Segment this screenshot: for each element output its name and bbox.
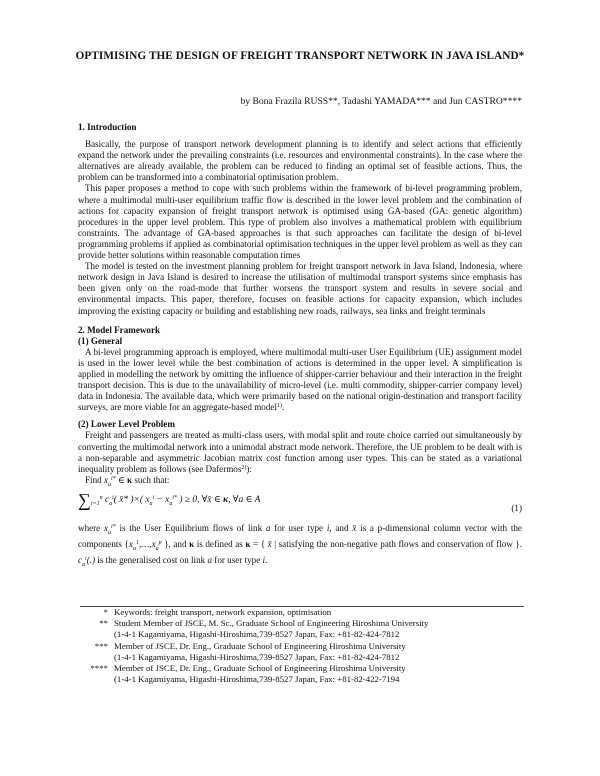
where-text: is a p-dimensional column vector with the components { xyxy=(78,522,522,549)
find-suffix: such that: xyxy=(134,474,170,485)
author-line: by Bona Frazila RUSS**, Tadashi YAMADA*** and Jun CASTRO**** xyxy=(240,96,522,107)
where-text: is defined as xyxy=(196,538,243,549)
where-text: satisfying the non-negative path flows and conservation of flow }. xyxy=(278,538,523,549)
where-text: for user type xyxy=(274,522,324,533)
where-text: }, and xyxy=(164,538,187,549)
reference-marker: 1) xyxy=(276,403,282,410)
footnote xyxy=(78,663,528,685)
footnote-mark: **** xyxy=(90,663,108,674)
footnote-mark: * xyxy=(103,607,108,617)
lower-text-end: ): xyxy=(246,463,252,474)
find-statement: Find $x_a^{i*}$ ∈ κ such that: xyxy=(85,474,170,488)
reference-marker: 2) xyxy=(241,464,247,471)
where-text: where xyxy=(78,522,101,533)
section-heading-model-framework: 2. Model Framework xyxy=(78,324,161,335)
equation-formula: $\sum_{i=1}^n$ $c_a^i$( x̄* )×( $x_a^i - x_a^{i*}$ ) ≥ 0, ∀x̄ ∈ κ, ∀a ∈ A xyxy=(78,489,261,510)
subsection-heading-general: (1) General xyxy=(78,335,123,346)
intro-paragraph-2: This paper proposes a method to cope with such problems within the framework of bi-level programming problem, where a multimodal multi-user equilibrium traffic flow is described in the lower level problem and the combination of actions for capacity expansion of freight transport network is optimised using GA-based (GA: genetic algorithm) procedures in the upper level problem. This type of problem also involves a mathematical problem with equilibrium constraints. The advantage of GA-based approaches is that such approaches can facilitate the design of bi-level programming problems if applied as combinatorial optimisation techniques in the upper level problem as well as they can provide better solutions within reasonable computation times xyxy=(78,183,522,261)
footnote-line: Member of JSCE, Dr. Eng., Graduate School of Engineering Hiroshima University xyxy=(114,640,406,651)
paper-title: OPTIMISING THE DESIGN OF FREIGHT TRANSPORT NETWORK IN JAVA ISLAND* xyxy=(75,50,525,62)
general-paragraph: A bi-level programming approach is employed, where multimodal multi-user User Equilibrium (UE) assignment model is used in the lower level while the best combination of actions is determined in the upper level. A simplification is applied in modelling the network by omitting the influence of shipper-carrier behaviour and their interaction in the freight transport decision. This is due to the unavailability of micro-level (i.e. multi commodity, shipper-carrier company level) data in Indonesia. The available data, which were primarily based on the national origin-destination and transport facility surveys, are more viable for an aggregate-based model$^{1)}$. xyxy=(78,346,522,413)
where-text: for user type xyxy=(214,554,261,565)
footnote-line: Keywords: freight transport, network expansion, optimisation xyxy=(114,607,332,617)
equation-number: (1) xyxy=(511,502,522,513)
paper-body xyxy=(78,122,522,570)
footnote xyxy=(78,641,528,663)
footnote-mark: *** xyxy=(94,640,108,651)
subsection-heading-lower-level: (2) Lower Level Problem xyxy=(78,419,175,430)
equation-1 xyxy=(78,489,522,521)
lower-text: Freight and passengers are treated as multi-class users, with modal split and route choice carried out simultaneously by converting the multimodal network into a unimodal abstract mode network. Therefore, the UE problem to be dealt with is a non-separable and asymmetric Jacobian matrix cost function among user types. This can be stated as a variational inequality problem as follows (see Dafermos xyxy=(78,430,522,474)
where-text: , and xyxy=(329,522,349,533)
general-text: A bi-level programming approach is employed, where multimodal multi-user User Equilibrium (UE) assignment model is used in the lower level while the best combination of actions is determined in the upper level. A simplification is applied in modelling the network by omitting the influence of shipper-carrier behaviour and their interaction in the freight transport decision. This is due to the unavailability of micro-level (i.e. multi commodity, shipper-carrier company level) data in Indonesia. The available data, which were primarily based on the national origin-destination and transport facility surveys, are more viable for an aggregate-based model xyxy=(78,346,522,413)
footnotes xyxy=(78,607,528,685)
footnote-line: (1-4-1 Kagamiyama, Higashi-Hiroshima,739-8527 Japan, Fax: +81-82-422-7194 xyxy=(114,674,400,685)
lower-level-paragraph xyxy=(78,430,522,474)
footnote xyxy=(78,607,528,618)
footnote-line: Member of JSCE, Dr. Eng., Graduate School of Engineering Hiroshima University xyxy=(114,663,406,674)
section-heading-introduction: 1. Introduction xyxy=(78,122,137,132)
where-text: is the User Equilibrium flows of link xyxy=(119,522,263,533)
where-text: is the generalised cost on link xyxy=(97,554,206,565)
intro-paragraph-1: Basically, the purpose of transport network development planning is to identify and select actions that efficiently expand the network under the prevailing constraints (i.e. resources and environmental constraints). In the case where the alternatives are already available, the problem can be reduced to finding an optimal set of feasible actions. Thus, the problem can be transformed into a combinatorial optimisation problem. xyxy=(78,139,522,183)
footnote-line: (1-4-1 Kagamiyama, Higashi-Hiroshima,739-8527 Japan, Fax: +81-82-424-7812 xyxy=(114,629,400,640)
intro-paragraph-3: The model is tested on the investment planning problem for freight transport network in Java Island, Indonesia, where network design in Java Island is desired to increase the utilisation of multimodal transport systems since emphasis has been given only on the road-mode that further worsens the transport system and results in severe social and environmental impacts. This paper, therefore, focuses on feasible actions for capacity expansion, which includes improving the existing capacity or building and establishing new roads, railways, sea links and freight terminals xyxy=(78,261,522,316)
where-paragraph: where $x_a^{i*}$ is the User Equilibrium flows of link a for user type i, and x̄ is a p-dimensional column vector with the components {$x_a^1,\dots,x_a^p$ }, and κ is defined as κ = { x̄ | satisfying the non-negative path flows and conservation of flow }. $c_a^i(.)$ is the generalised cost on link a for user type i. xyxy=(78,522,523,568)
footnote-line: (1-4-1 Kagamiyama, Higashi-Hiroshima,739-8527 Japan, Fax: +81-82-424-7812 xyxy=(114,651,400,662)
footnote-mark: ** xyxy=(99,618,108,629)
find-prefix: Find xyxy=(85,474,102,485)
footnote-line: Student Member of JSCE, M. Sc., Graduate School of Engineering Hiroshima University xyxy=(114,618,429,629)
footnote xyxy=(78,618,528,640)
